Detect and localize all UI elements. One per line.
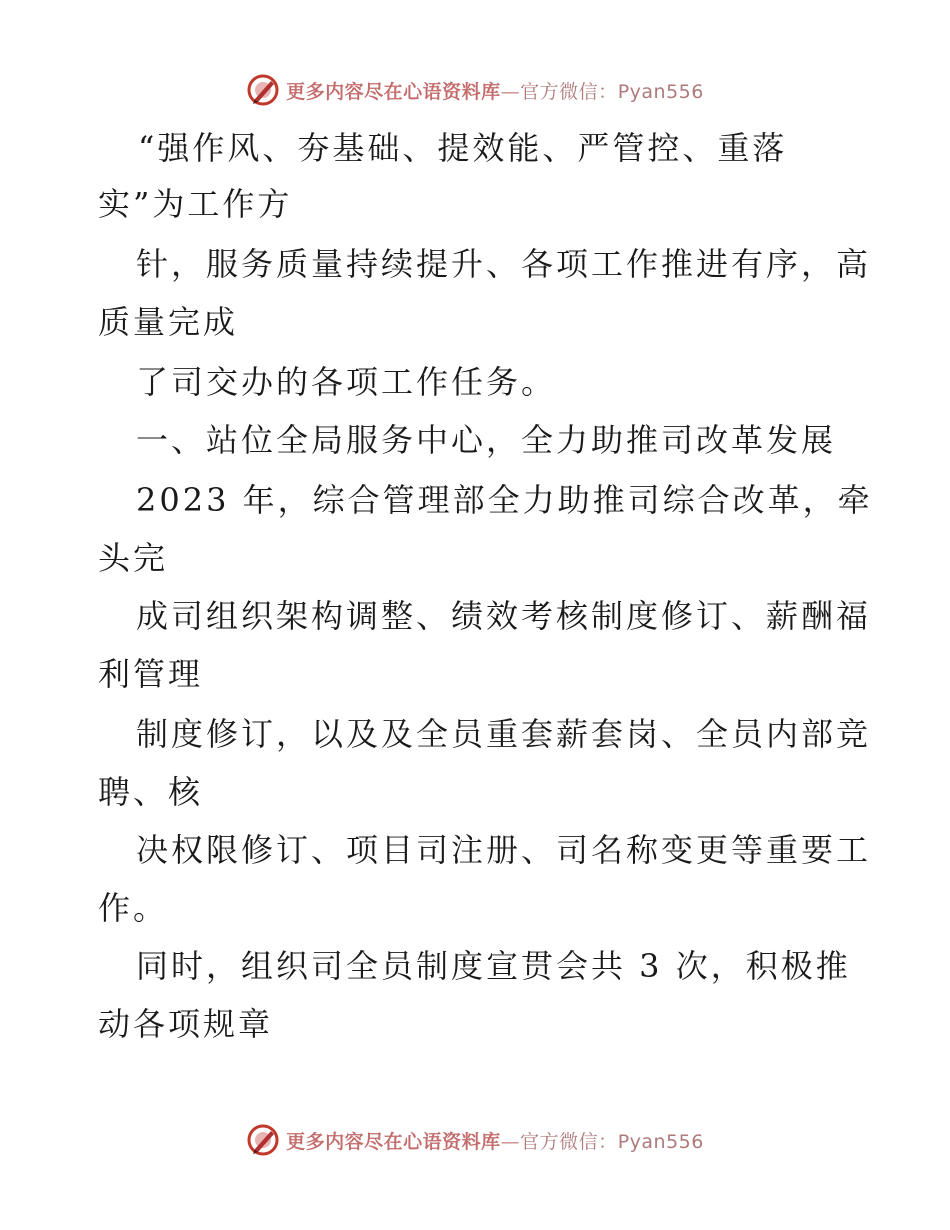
watermark-site-name: 更多内容尽在心语资料库 (286, 1130, 501, 1153)
text-line: 聘、核 (98, 773, 204, 811)
text-line: 实”为工作方 (98, 185, 293, 223)
watermark-wechat-id: Pyan556 (617, 1130, 704, 1153)
text-line: 同时，组织司全员制度宣贯会共 3 次，积极推 (136, 947, 851, 985)
text-line: 针，服务质量持续提升、各项工作推进有序，高 (136, 245, 872, 283)
text-line: 利管理 (98, 655, 204, 693)
watermark-wechat-label: 官方微信： (520, 1130, 618, 1153)
watermark-dash: — (500, 80, 521, 103)
text-line: 成司组织架构调整、绩效考核制度修订、薪酬福 (136, 597, 872, 635)
pen-logo-icon (246, 1123, 280, 1157)
watermark-text (286, 1127, 704, 1154)
header-watermark (0, 70, 950, 110)
pen-logo-icon (246, 73, 280, 107)
text-line: 头完 (98, 539, 169, 577)
watermark-wechat-id: Pyan556 (617, 80, 704, 103)
watermark-dash: — (500, 1130, 521, 1153)
text-line: 动各项规章 (98, 1005, 274, 1043)
text-line: 了司交办的各项工作任务。 (136, 363, 557, 401)
text-line: 决权限修订、项目司注册、司名称变更等重要工 (136, 831, 872, 869)
text-line: 质量完成 (98, 303, 239, 341)
text-line: 2023 年，综合管理部全力助推司综合改革，牵 (136, 481, 873, 519)
text-line: “强作风、夯基础、提效能、严管控、重落 (138, 129, 788, 167)
text-line: 作。 (98, 889, 169, 927)
text-line: 一、站位全局服务中心，全力助推司改革发展 (136, 421, 837, 459)
watermark-text (286, 77, 704, 104)
watermark-wechat-label: 官方微信： (520, 80, 618, 103)
text-line: 制度修订，以及及全员重套薪套岗、全员内部竞 (136, 715, 872, 753)
watermark-site-name: 更多内容尽在心语资料库 (286, 80, 501, 103)
footer-watermark (0, 1120, 950, 1160)
